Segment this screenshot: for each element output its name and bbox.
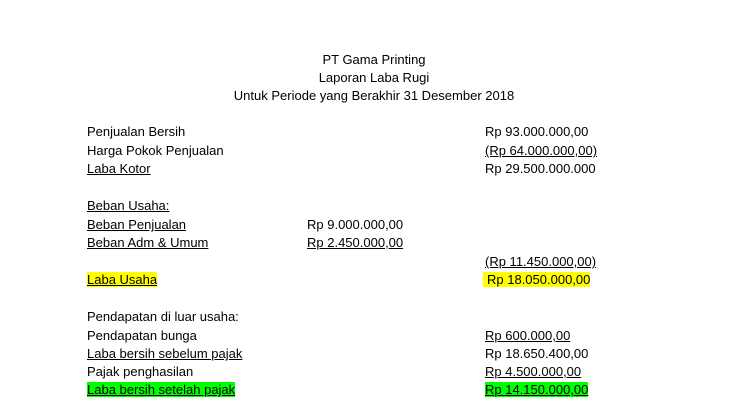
report-title: Laporan Laba Rugi [318, 70, 430, 85]
value-laba-usaha: Rp 18.050.000,00 [483, 272, 590, 287]
label-laba-setelah-pajak: Laba bersih setelah pajak [87, 382, 236, 397]
label-pendapatan-luar: Pendapatan di luar usaha: [87, 309, 239, 324]
report-period: Untuk Periode yang Berakhir 31 Desember 2018 [233, 88, 515, 103]
label-beban-usaha: Beban Usaha: [87, 198, 170, 213]
label-beban-penjualan: Beban Penjualan [87, 217, 187, 232]
value-hpp: (Rp 64.000.000,00) [485, 143, 598, 158]
value-beban-penjualan: Rp 9.000.000,00 [307, 217, 404, 232]
value-total-beban: (Rp 11.450.000,00) [485, 254, 597, 269]
label-pendapatan-bunga: Pendapatan bunga [87, 328, 197, 343]
value-pendapatan-bunga: Rp 600.000,00 [485, 328, 571, 343]
value-laba-setelah-pajak: Rp 14.150.000,00 [485, 382, 589, 397]
value-pajak: Rp 4.500.000,00 [485, 364, 582, 379]
label-penjualan-bersih: Penjualan Bersih [87, 124, 186, 139]
value-laba-kotor: Rp 29.500.000.000 [485, 161, 596, 176]
label-pajak: Pajak penghasilan [87, 364, 194, 379]
value-beban-adm: Rp 2.450.000,00 [307, 235, 404, 250]
label-laba-sebelum-pajak: Laba bersih sebelum pajak [87, 346, 243, 361]
label-hpp: Harga Pokok Penjualan [87, 143, 224, 158]
label-laba-usaha: Laba Usaha [87, 272, 158, 287]
value-laba-sebelum-pajak: Rp 18.650.400,00 [485, 346, 589, 361]
label-laba-kotor: Laba Kotor [87, 161, 151, 176]
value-penjualan-bersih: Rp 93.000.000,00 [485, 124, 589, 139]
label-beban-adm: Beban Adm & Umum [87, 235, 209, 250]
company-name: PT Gama Printing [322, 52, 426, 67]
